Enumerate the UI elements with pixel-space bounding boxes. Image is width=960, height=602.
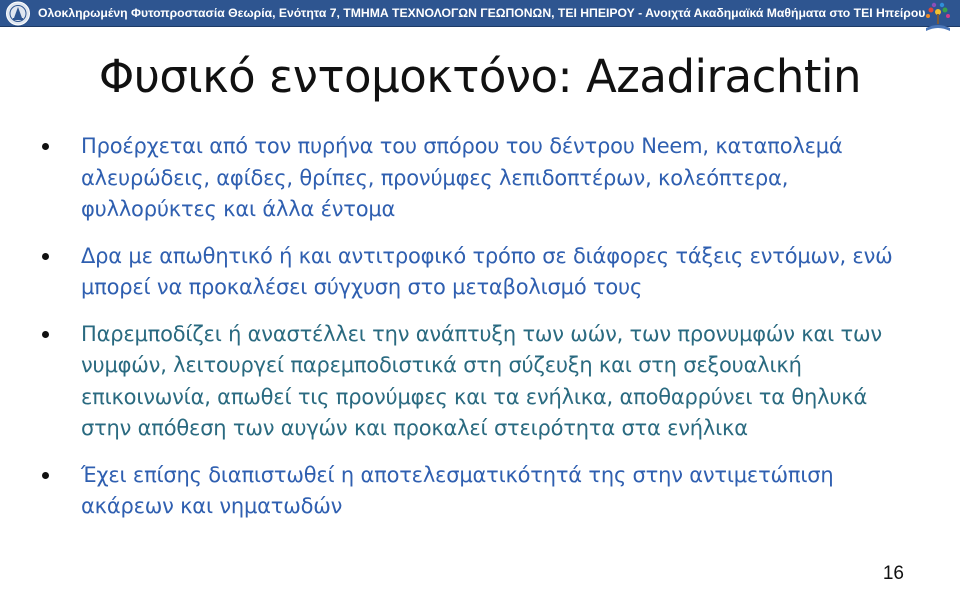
bullet-text: Προέρχεται από τον πυρήνα του σπόρου του δέντρου Neem, καταπολεμά αλευρώδεις, αφίδες, θρίπες, προνύμφες λεπιδοπτέρων, κολεόπτερα, φυλλορύκτες και άλλα έντομα (81, 134, 843, 221)
university-seal-icon (3, 1, 33, 26)
header-bar (0, 0, 960, 27)
bullet-item (42, 241, 922, 304)
bullet-dot-icon (42, 143, 49, 150)
bullet-text: Παρεμποδίζει ή αναστέλλει την ανάπτυξη των ωών, των προνυμφών και των νυμφών, λειτουργεί παρεμποδιστικά στη σύζευξη και στη σεξουαλική επικοινωνία, απωθεί τις προνύμφες και τα ενήλικα, αποθαρρύνει τα θηλυκά στην απόθεση των αυγών και προκαλεί στειρότητα στα ενήλικα (81, 321, 882, 440)
bullet-dot-icon (42, 331, 49, 338)
bullet-text: Έχει επίσης διαπιστωθεί η αποτελεσματικότητά της στην αντιμετώπιση ακάρεων και νηματωδών (81, 462, 834, 518)
bullet-dot-icon (42, 253, 49, 260)
page-number: 16 (882, 563, 904, 584)
open-courses-logo-icon (920, 0, 956, 36)
bullet-item (42, 460, 922, 523)
bullet-item (42, 319, 922, 445)
bullet-list (42, 131, 922, 538)
bullet-dot-icon (42, 472, 49, 479)
slide-title: Φυσικό εντομοκτόνο: Azadirachtin (98, 50, 862, 103)
bullet-text: Δρα με απωθητικό ή και αντιτροφικό τρόπο σε διάφορες τάξεις εντόμων, ενώ μπορεί να προκαλέσει σύγχυση στο μεταβολισμό τους (81, 243, 893, 299)
header-title: Ολοκληρωμένη Φυτοπροστασία Θεωρία, Ενότητα 7, ΤΜΗΜΑ ΤΕΧΝΟΛΟΓΩΝ ΓΕΩΠΟΝΩΝ, ΤΕΙ ΗΠΕΙΡΟΥ - Ανοιχτά Ακαδημαϊκά Μαθήματα στο ΤΕΙ Ηπείρου (38, 6, 926, 20)
bullet-item (42, 131, 922, 226)
